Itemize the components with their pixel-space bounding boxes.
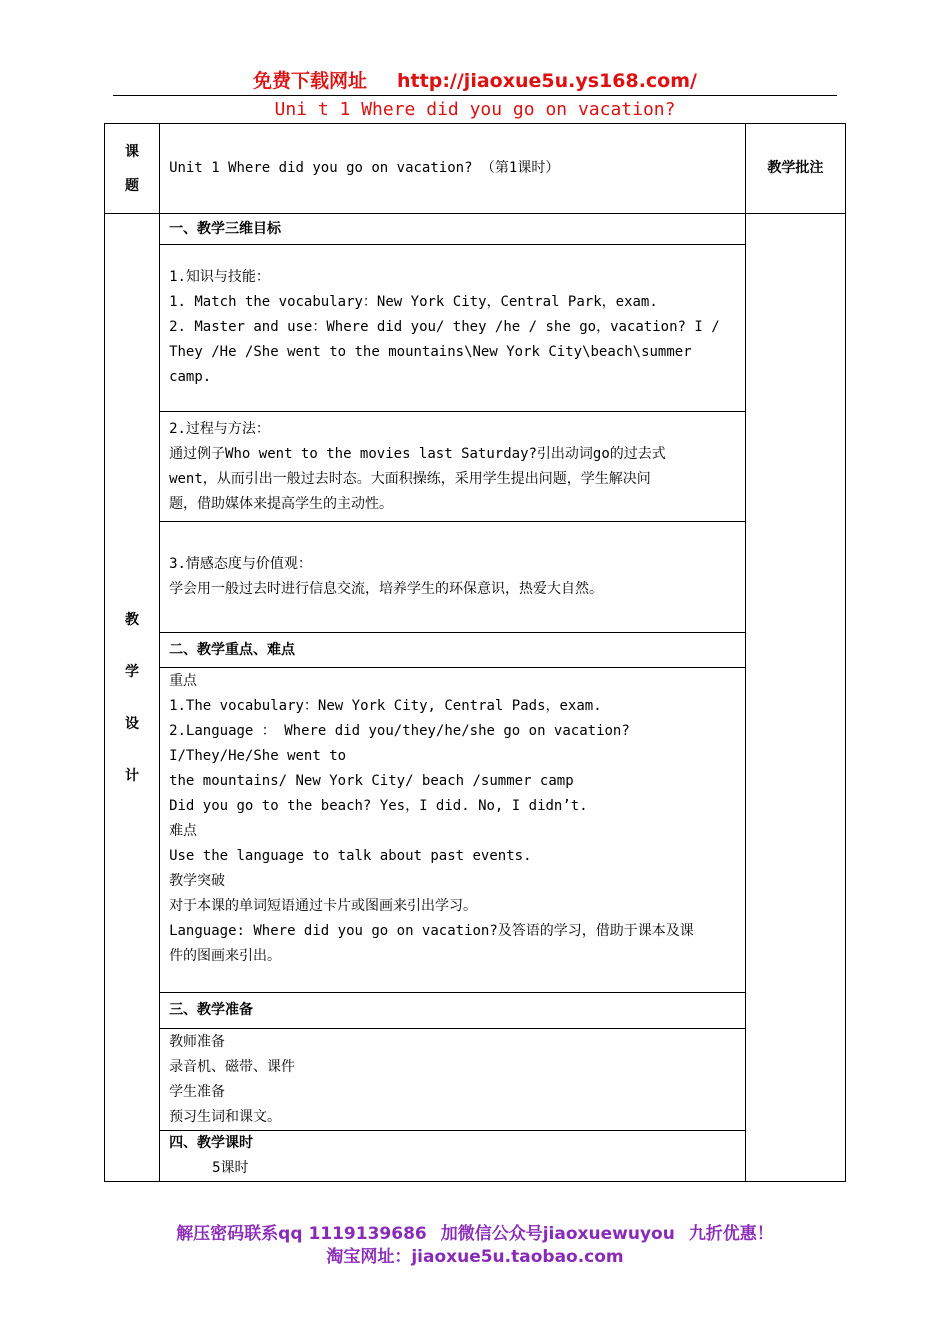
attitude-line: 学会用一般过去时进行信息交流，培养学生的环保意识，热爱大自然。 xyxy=(169,581,604,597)
prep-line: 录音机、磁带、课件 xyxy=(169,1059,296,1075)
key-line: Language: Where did you go on vacation?及答语的学习，借助于课本及课 xyxy=(169,923,694,939)
key-title-cell xyxy=(160,633,746,668)
section-title-prep: 三、教学准备 xyxy=(169,1002,254,1018)
prep-line: 教师准备 xyxy=(169,1034,226,1050)
prep-line: 预习生词和课文。 xyxy=(169,1109,282,1125)
notes-header: 教学批注 xyxy=(745,124,845,214)
section-title-hours: 四、教学课时 xyxy=(169,1135,254,1151)
section-title-key: 二、教学重点、难点 xyxy=(169,641,296,658)
footer-taobao-line[interactable]: 淘宝网址：jiaoxue5u.taobao.com xyxy=(326,1247,624,1267)
key-line: 1.The vocabulary：New York City, Central Pads，exam. xyxy=(169,698,602,714)
process-line: 题，借助媒体来提高学生的主动性。 xyxy=(169,496,394,512)
design-label-char: 计 xyxy=(125,767,140,784)
lesson-plan-table xyxy=(104,123,846,1182)
topic-text: Unit 1 Where did you go on vacation? （第1课时） xyxy=(169,160,560,176)
knowledge-line: 2. Master and use：Where did you/ they /he / she go，vacation? I / xyxy=(169,319,720,335)
topic-label-cell xyxy=(105,124,160,214)
hours-cell xyxy=(160,1131,746,1182)
design-label-char: 设 xyxy=(125,715,140,732)
footer-wechat: 加微信公众号jiaoxuewuyou xyxy=(440,1224,675,1244)
process-line: went，从而引出一般过去时态。大面积操练，采用学生提出问题，学生解决问 xyxy=(169,471,651,487)
topic-cell xyxy=(160,124,746,214)
attitude-heading: 3.情感态度与价值观： xyxy=(169,556,312,572)
key-line: 件的图画来引出。 xyxy=(169,948,282,964)
footer-password-contact: 解压密码联系qq 1119139686 xyxy=(176,1224,427,1244)
key-line: Did you go to the beach? Yes，I did. No, I didn’t. xyxy=(169,798,588,814)
attitude-cell xyxy=(160,522,746,633)
prep-title-cell xyxy=(160,993,746,1029)
section-title-goals: 一、教学三维目标 xyxy=(169,220,282,237)
hours-value: 5课时 xyxy=(212,1160,249,1176)
key-line: 对于本课的单词短语通过卡片或图画来引出学习。 xyxy=(169,898,478,914)
doc-title: Uni t 1 Where did you go on vacation? xyxy=(274,99,676,120)
process-line: 通过例子Who went to the movies last Saturday?引出动词go的过去式 xyxy=(169,446,666,462)
design-label-char: 学 xyxy=(125,663,140,680)
knowledge-cell xyxy=(160,245,746,412)
notes-column xyxy=(745,214,845,1182)
prep-line: 学生准备 xyxy=(169,1084,226,1100)
key-cell xyxy=(160,668,746,993)
knowledge-line: They /He /She went to the mountains\New York City\beach\summer xyxy=(169,344,692,360)
key-line: 教学突破 xyxy=(169,873,226,889)
knowledge-line: 1. Match the vocabulary：New York City，Central Park，exam. xyxy=(169,294,658,310)
knowledge-line: camp. xyxy=(169,369,212,385)
footer-contact-line xyxy=(0,1219,950,1244)
key-line: Use the language to talk about past events. xyxy=(169,848,532,864)
design-label-char: 教 xyxy=(125,611,140,628)
header-site-url[interactable]: http://jiaoxue5u.ys168.com/ xyxy=(397,70,697,92)
header-download-line xyxy=(0,66,950,93)
footer-discount: 九折优惠！ xyxy=(688,1224,774,1244)
design-label-cell xyxy=(105,214,160,1182)
process-heading: 2.过程与方法： xyxy=(169,421,270,437)
key-line: 重点 xyxy=(169,673,198,689)
prep-cell xyxy=(160,1029,746,1131)
process-cell xyxy=(160,412,746,522)
goals-title-cell xyxy=(160,214,746,245)
header-site-label: 免费下载网址 xyxy=(253,70,368,92)
key-line: 2.Language ： Where did you/they/he/she go on vacation? xyxy=(169,723,630,739)
topic-label-char: 课 xyxy=(125,143,140,160)
key-line: 难点 xyxy=(169,823,198,839)
header-divider xyxy=(113,95,837,96)
knowledge-heading: 1.知识与技能： xyxy=(169,269,270,285)
key-line: I/They/He/She went to xyxy=(169,748,347,764)
key-line: the mountains/ New York City/ beach /summer camp xyxy=(169,773,574,789)
topic-label-char: 题 xyxy=(125,177,140,194)
